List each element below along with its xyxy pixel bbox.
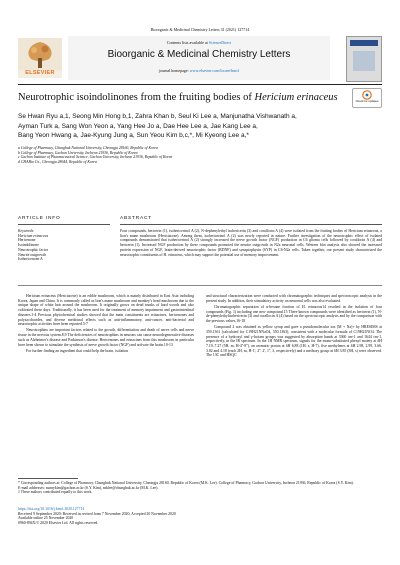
article-info-heading: ARTICLE INFO <box>18 216 61 221</box>
authors-line-3: Bang Yeon Hwang a, Jae-Kyung Jung a, Sun Yeou Kim b,c,*, Mi Kyeong Lee a,* <box>18 132 249 139</box>
abstract-bottom-rule <box>18 285 382 286</box>
body-right-column <box>206 294 382 360</box>
received-dates: Received 9 September 2020; Received in revised form 7 November 2020; Accepted 20 November 2020 <box>18 511 176 516</box>
abstract-heading: ABSTRACT <box>120 216 152 221</box>
affiliations <box>18 146 378 165</box>
keyword: Neurotrophic factor <box>18 247 49 252</box>
keyword: Hericium erinaceus <box>18 233 49 238</box>
elsevier-logo <box>18 38 62 78</box>
homepage-link[interactable]: www.elsevier.com/locate/bmcl <box>189 68 240 73</box>
copyright: 0960-894X/© 2020 Elsevier Ltd. All rights reserved. <box>18 521 99 526</box>
body-paragraph: Hericium erinaceus (Hericiaceae) is an edible mushroom, which is mainly distributed in East Asia including Korea, Japan and China. It is commonly called as lion's mane mushroom and monkey's head mushroom due to the unique shape of white hair around the mushroom. It originally grows on dead trunks of hard woods and also cultivated these days. Traditionally, it has been used for the treatment of memory impairment and gastrointestinal diseases.1-4 Previous phytochemical studies showed that the main constituents are erinacines, hericenones and polysaccharides, and diverse medicinal effects such as anti-inflammatory, anti-cancer, anti-bacterial and neurotrophic activities have been reported.5-7 <box>18 294 194 327</box>
affiliation-c: c Gachon Institute of Pharmaceutical Science, Gachon University, Incheon 21936, Republic of Korea <box>18 155 173 160</box>
check-updates-label: Check for updates <box>355 99 379 103</box>
keyword: Neurite outgrowth <box>18 252 46 257</box>
abstract-rule <box>120 224 382 225</box>
elsevier-tree-icon <box>18 38 62 70</box>
title-main: Neurotrophic isoindolinones from the fruiting bodies of <box>18 92 255 103</box>
cover-band <box>350 40 378 46</box>
contents-line <box>68 40 330 45</box>
publisher-name: ELSEVIER <box>25 70 55 76</box>
body-paragraph: For further finding an ingredient that could help the brain, isolation <box>26 348 129 353</box>
keywords-label: Keywords: <box>18 229 35 233</box>
article-title <box>18 91 338 104</box>
cover-art <box>353 51 375 71</box>
contents-prefix: Contents lists available at <box>166 40 209 45</box>
body-paragraph: and structural characterization were conducted with chromatographic techniques and spectroscopic analysis in the present study. In addition, their stimulatory activity on neuronal cells was also evaluated. <box>206 294 382 303</box>
homepage-line <box>68 68 330 73</box>
keyword: Hericenone <box>18 238 36 243</box>
keywords-block <box>18 229 110 262</box>
journal-title: Bioorganic & Medicinal Chemistry Letters <box>107 49 291 60</box>
sciencedirect-link[interactable]: ScienceDirect <box>208 40 232 45</box>
footnotes <box>18 481 382 495</box>
affiliation-b: b College of Pharmacy, Gachon University, Incheon 21936, Republic of Korea <box>18 150 138 155</box>
keyword: Isohericenone A <box>18 257 43 262</box>
check-updates-badge[interactable] <box>352 88 382 108</box>
journal-reference: Bioorganic & Medicinal Chemistry Letters 31 (2021) 127714 <box>150 27 250 32</box>
journal-cover-image <box>346 36 382 82</box>
title-species: Hericium erinaceus <box>254 92 338 103</box>
authors-line-1: Se Hwan Ryu a,1, Seong Min Hong b,1, Zahra Khan b, Seul Ki Lee a, Manjunatha Vishwanath a, <box>18 113 297 120</box>
body-paragraph: Chromatographic separation of n-hexane fraction of H. erinaceus14 resulted in the isolation of four compounds (Fig. 1) including one new compound.15 Three known compounds were identified as hericerin (1), N-de-phenylethylisohericerin (3) and corallocin A (4) based on the spectroscopic analysis and by the comparison with the previous values.16-18 <box>206 304 382 324</box>
corresponding-note: * Corresponding authors at: College of Pharmacy, Chungbuk National University, Cheongju 28160, Republic of Korea (M.K. Lee). College of Pharmacy, Gachon University, Incheon 21936, Republic of Korea (S.Y. Kim). <box>18 481 354 485</box>
authors-block <box>18 112 378 141</box>
header-rule <box>18 84 382 85</box>
affiliation-d: d CHABio Co., Cheongju 28644, Republic of Korea <box>18 160 97 165</box>
email-note: E-mail addresses: sunnykim@gachon.ac.kr (S.Y. Kim), mklee@chungbuk.ac.kr (M.K. Lee). <box>18 485 159 490</box>
info-rule <box>18 224 110 225</box>
abstract-text: Four compounds, hericerin (1), isohericerinol A (2), N-dephenylethyl isohericerin (3) and corallocin A (4) were isolated from the fruiting bodies of Hericium erinaceus, a lion's mane mushroom (Hericiaceae). Among them, isohericerinol A (2) was newly reported in nature. Further investigation of the neurotrophic effect of isolated compounds demonstrated that isohericerinol A (2) strongly increased the nerve growth factor (NGF) production in C6 glioma cells followed by corallocin A (4) and hericerin (1). Increased NGF production by these compounds promoted the neurite outgrowth in N2a neuronal cells. Western blot analysis also showed the increased protein expression of NGF, brain-derived neurotrophic factor (BDNF) and synaptophysin (SYP) in C6-N2a cells. Taken together, our present study characterized the neurotrophic constituents of H. erinaceus, which may support the potential use of memory improvement. <box>120 229 382 257</box>
body-paragraph: Compound 2 was obtained as yellow syrup and gave a pseudomolecular ion [M + Na]+ by HRESIMS at 350.1361 (calculated for C19H21NNaO4, 350.1363), consistent with a molecular formula of C19H21NO4. The presence of a hydroxyl and γ-lactam groups was suggested by absorption bands at 3360 cm-1 and 1644 cm-1, respectively, in the IR spectrum. In the 1H NMR spectrum, signals for the mono-substituted phenyl moiety at δH 7.19–7.27 (5H, m, H-4''-8''), an aromatic proton at δH 6.88 (1H, s, H-7), five methylenes at δH 2.98, 2.99, 3.66, 3.82 and 4.18 (each 2H, m, H-1', 2'', 2', 1'', 3, respectively) and a methoxy group at δH 3.85 (3H, s) were observed. The 13C and HSQC <box>206 325 382 358</box>
affiliation-a: a College of Pharmacy, Chungbuk National University, Cheongju 28160, Republic of Korea <box>18 146 158 150</box>
body-paragraph: Neurotrophins are important factors related to the growth, differentiation and death of nerve cells and nerve tissue in the nervous system.8,9 The deficiencies of neurotrophins in neurons can cause neurodegenerative diseases such as Alzheimer's disease and Parkinson's disease. Hericenones and erinacines from this mushroom in particular have been shown to stimulate the synthesis of nerve growth factor (NGF) and activate the brain.10-13 <box>18 328 194 347</box>
body-left-column <box>18 294 194 355</box>
equal-contribution-note: 1 These authors contributed equally to this work. <box>18 490 93 495</box>
homepage-prefix: journal homepage: <box>158 68 190 73</box>
publication-info <box>18 507 382 526</box>
journal-header-box <box>68 36 330 80</box>
doi-link[interactable]: https://doi.org/10.1016/j.bmcl.2020.127714 <box>18 507 85 511</box>
authors-line-2: Ayman Turk a, Sang Won Yeon a, Yang Hee Jo a, Dae Hee Lee a, Jae Kang Lee a, <box>18 122 258 130</box>
available-online: Available online 25 November 2020 <box>18 516 74 521</box>
footnote-rule <box>18 478 78 479</box>
keyword: Isoindolinone <box>18 243 39 248</box>
